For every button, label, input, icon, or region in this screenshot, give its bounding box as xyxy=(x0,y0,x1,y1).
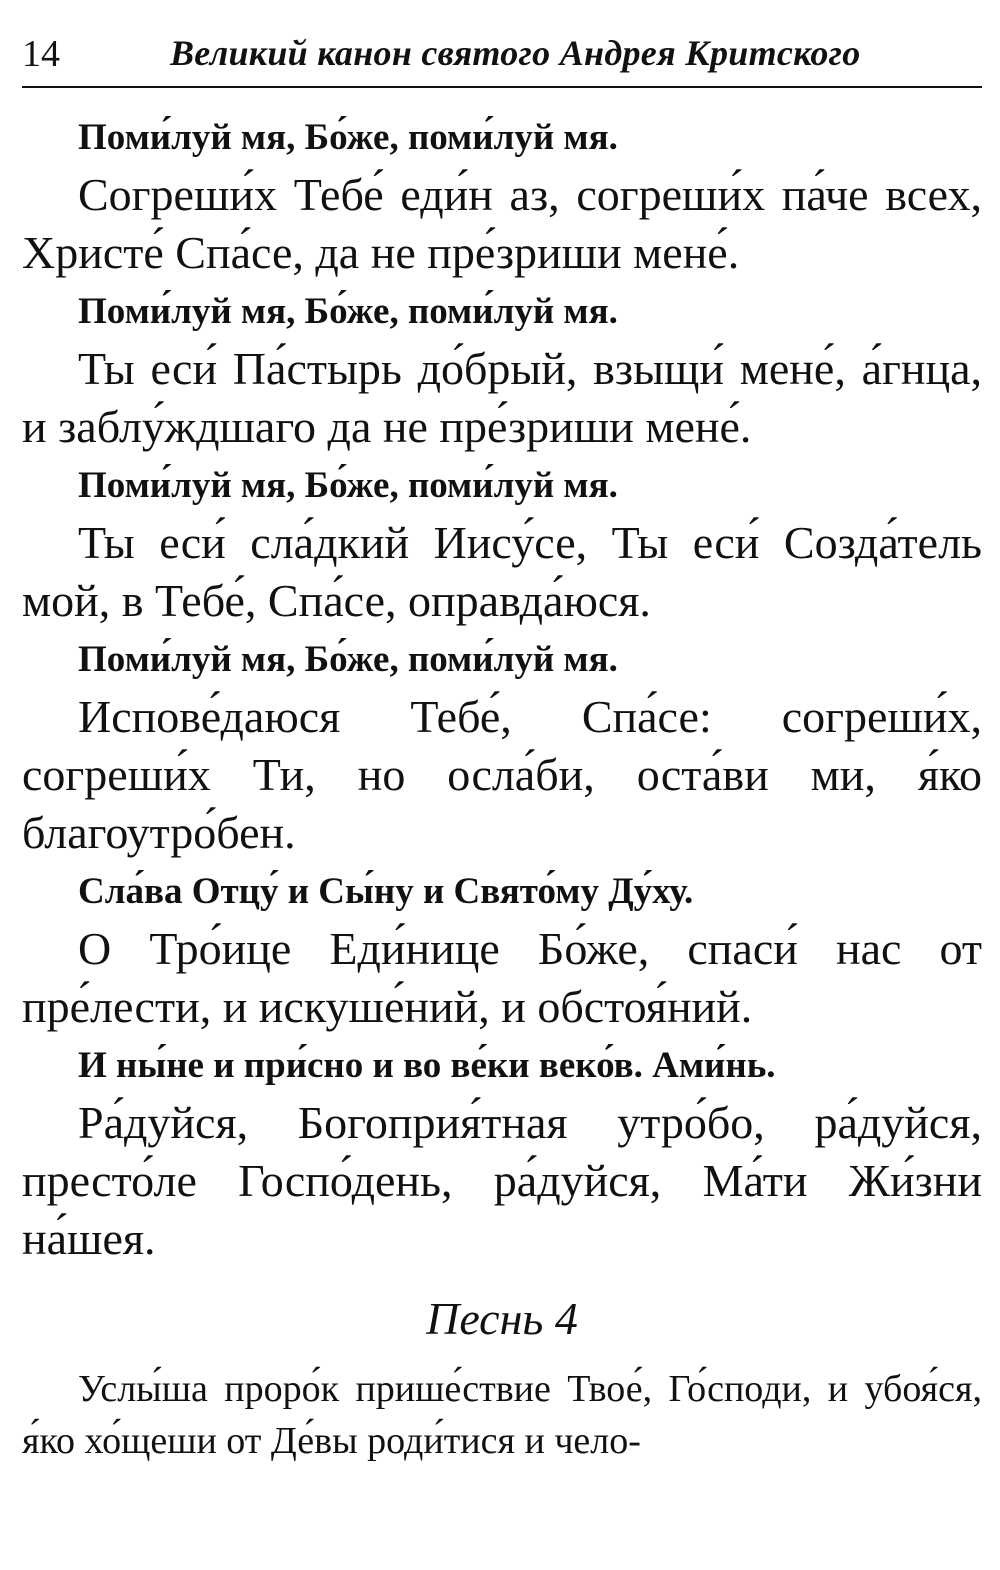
glory-refrain: Сла́ва Отцу́ и Сы́ну и Свято́му Ду́ху. xyxy=(78,871,694,912)
refrain: Поми́луй мя, Бо́же, поми́луй мя. xyxy=(78,291,618,332)
refrain: Поми́луй мя, Бо́же, поми́луй мя. xyxy=(78,639,618,680)
trinity-verse: О Тро́ице Еди́нице Бо́же, спаси́ нас от пре́лести, и искуше́ний, и обстоя́ний. xyxy=(22,923,982,1032)
refrain: Поми́луй мя, Бо́же, поми́луй мя. xyxy=(78,465,618,506)
troparion-verse: Ты еси́ Па́стырь до́брый, взыщи́ мене́, а́гнца, и заблу́ждшаго да не пре́зриши мене́. xyxy=(22,343,982,452)
refrain: Поми́луй мя, Бо́же, поми́луй мя. xyxy=(78,117,618,158)
page-content xyxy=(22,108,982,1467)
troparion-verse: Согреши́х Тебе́ еди́н аз, согреши́х па́че всех, Христе́ Спа́се, да не пре́зриши мене́. xyxy=(22,169,982,278)
theotokion-verse: Ра́дуйся, Богоприя́тная утро́бо, ра́дуйся, престо́ле Госпо́день, ра́дуйся, Ма́ти Жи́зни на́шея. xyxy=(22,1097,982,1264)
irmos-text: Услы́ша проро́к прише́ствие Твое́, Го́споди, и убоя́ся, я́ко хо́щеши от Де́вы роди́тися и чело- xyxy=(22,1368,982,1462)
page-number: 14 xyxy=(22,33,60,75)
running-title: Великий канон святого Андрея Критского xyxy=(170,33,861,73)
now-and-ever-refrain: И ны́не и при́сно и во ве́ки веко́в. Ами́нь. xyxy=(78,1045,776,1086)
ode-heading: Песнь 4 xyxy=(426,1293,578,1344)
troparion-verse: Испове́даюся Тебе́, Спа́се: согреши́х, согреши́х Ти, но осла́би, оста́ви ми, я́ко благоутро́бен. xyxy=(22,691,982,858)
troparion-verse: Ты еси́ сла́дкий Иису́се, Ты еси́ Созда́тель мой, в Тебе́, Спа́се, оправда́юся. xyxy=(22,517,982,626)
page-header xyxy=(22,28,982,88)
